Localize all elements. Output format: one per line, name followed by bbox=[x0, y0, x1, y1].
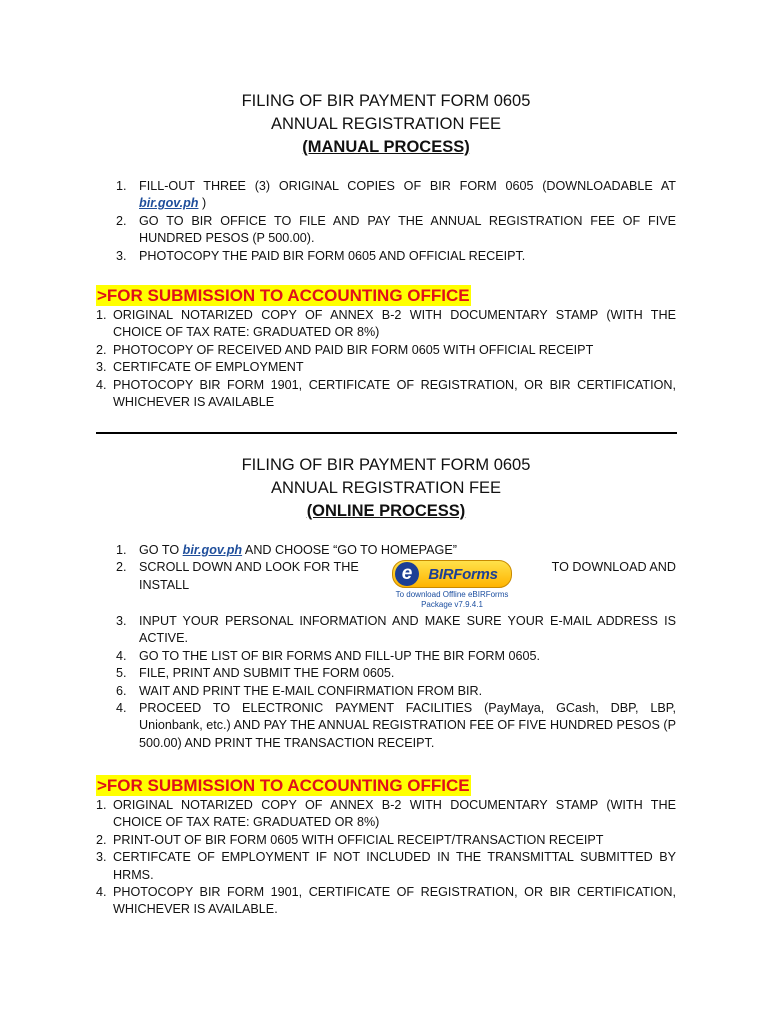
manual-step-3: 3. PHOTOCOPY THE PAID BIR FORM 0605 AND OFFICIAL RECEIPT. bbox=[116, 248, 526, 263]
manual-req-3: 3. CERTIFCATE OF EMPLOYMENT bbox=[96, 360, 304, 375]
online-step-2: 2. SCROLL DOWN AND LOOK FOR THE TO DOWNLOAD AND INSTALL bbox=[116, 560, 676, 592]
manual-submission bbox=[96, 285, 676, 306]
online-req-2: 2. PRINT-OUT OF BIR FORM 0605 WITH OFFICIAL RECEIPT/TRANSACTION RECEIPT bbox=[96, 832, 604, 847]
online-steps-bottom bbox=[96, 613, 676, 752]
online-title bbox=[96, 454, 676, 523]
online-title-line2: ANNUAL REGISTRATION FEE bbox=[270, 479, 502, 497]
manual-submission-heading: >FOR SUBMISSION TO ACCOUNTING OFFICE bbox=[97, 286, 470, 305]
bir-gov-ph-link-online[interactable]: bir.gov.ph bbox=[182, 543, 243, 557]
manual-title bbox=[96, 90, 676, 159]
online-title-line1: FILING OF BIR PAYMENT FORM 0605 bbox=[241, 456, 531, 474]
online-steps-top bbox=[96, 542, 676, 594]
manual-title-line2: ANNUAL REGISTRATION FEE bbox=[270, 115, 502, 133]
online-title-line3: (ONLINE PROCESS) bbox=[306, 502, 466, 520]
online-step-5: 5. FILE, PRINT AND SUBMIT THE FORM 0605. bbox=[116, 666, 395, 681]
manual-req-4: 4. PHOTOCOPY BIR FORM 1901, CERTIFICATE OF REGISTRATION, OR BIR CERTIFICATION, WHICHEVER IS AVAILABLE bbox=[96, 377, 676, 410]
online-step-1: 1. GO TO bir.gov.ph AND CHOOSE “GO TO HOMEPAGE” bbox=[116, 543, 457, 557]
manual-req-1: 1. ORIGINAL NOTARIZED COPY OF ANNEX B-2 WITH DOCUMENTARY STAMP (WITH THE CHOICE OF TAX RATE: GRADUATED OR 8%) bbox=[96, 308, 676, 340]
online-requirements bbox=[96, 797, 676, 919]
online-step-6: 6. WAIT AND PRINT THE E-MAIL CONFIRMATION FROM BIR. bbox=[116, 683, 483, 698]
online-step-7: 4. PROCEED TO ELECTRONIC PAYMENT FACILITIES (PayMaya, GCash, DBP, LBP, Unionbank, etc.) AND PAY THE ANNUAL REGISTRATION FEE OF FIVE HUNDRED PESOS (P 500.00) AND PRINT THE TRANSACTION RECEIPT. bbox=[116, 701, 676, 750]
online-req-3: 3. CERTIFCATE OF EMPLOYMENT IF NOT INCLUDED IN THE TRANSMITTAL SUBMITTED BY HRMS. bbox=[96, 850, 676, 882]
online-submission-heading: >FOR SUBMISSION TO ACCOUNTING OFFICE bbox=[97, 776, 470, 795]
online-step-4: 4. GO TO THE LIST OF BIR FORMS AND FILL-UP THE BIR FORM 0605. bbox=[116, 648, 540, 663]
manual-title-line1: FILING OF BIR PAYMENT FORM 0605 bbox=[241, 92, 531, 110]
manual-step-2: 2. GO TO BIR OFFICE TO FILE AND PAY THE ANNUAL REGISTRATION FEE OF FIVE HUNDRED PESOS (P 500.00). bbox=[116, 213, 676, 246]
manual-title-line3: (MANUAL PROCESS) bbox=[302, 138, 470, 156]
manual-steps bbox=[96, 178, 676, 265]
online-step-3: 3. INPUT YOUR PERSONAL INFORMATION AND MAKE SURE YOUR E-MAIL ADDRESS IS ACTIVE. bbox=[116, 614, 676, 646]
section-divider bbox=[96, 432, 677, 434]
online-req-1: 1. ORIGINAL NOTARIZED COPY OF ANNEX B-2 WITH DOCUMENTARY STAMP (WITH THE CHOICE OF TAX RATE: GRADUATED OR 8%) bbox=[96, 798, 676, 830]
ebirforms-logo: e BIRForms bbox=[392, 560, 512, 588]
bir-gov-ph-link[interactable]: bir.gov.ph bbox=[139, 196, 199, 211]
manual-req-2: 2. PHOTOCOPY OF RECEIVED AND PAID BIR FORM 0605 WITH OFFICIAL RECEIPT bbox=[96, 342, 594, 357]
ebirforms-caption: To download Offline eBIRForms Package v7.9.4.1 bbox=[395, 590, 509, 609]
online-submission bbox=[96, 775, 676, 796]
online-req-4: 4. PHOTOCOPY BIR FORM 1901, CERTIFICATE OF REGISTRATION, OR BIR CERTIFICATION, WHICHEVER IS AVAILABLE. bbox=[96, 885, 676, 917]
ebirforms-download-badge[interactable] bbox=[387, 560, 517, 610]
manual-step-1: 1. FILL-OUT THREE (3) ORIGINAL COPIES OF BIR FORM 0605 (DOWNLOADABLE AT bir.gov.ph ) bbox=[116, 179, 676, 211]
manual-requirements bbox=[96, 307, 676, 411]
